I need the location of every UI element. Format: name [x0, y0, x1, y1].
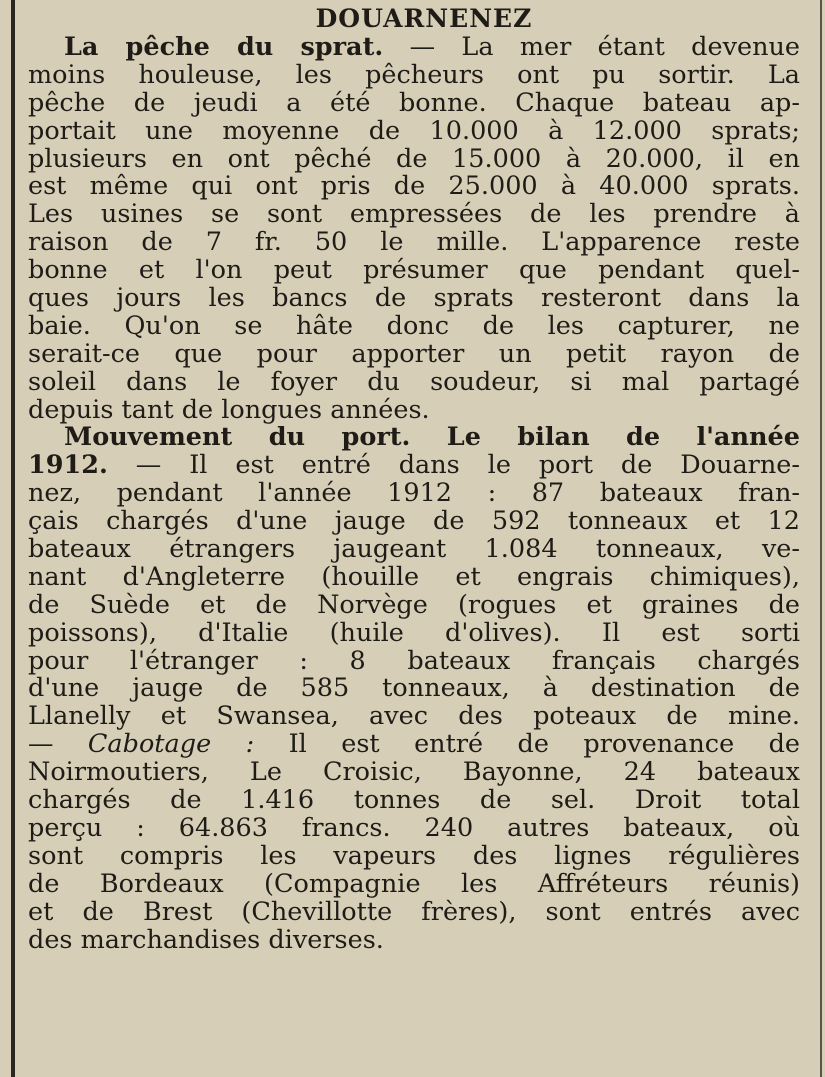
paragraph-line: moins houleuse, les pêcheurs ont pu sortir. La [28, 59, 800, 90]
section-label: Cabotage : [87, 729, 255, 760]
paragraph-line: ques jours les bancs de sprats resteront dans la [28, 283, 800, 314]
paragraph-line: de Bordeaux (Compagnie les Affréteurs réunis) [28, 868, 800, 899]
paragraph-line: La pêche du sprat. — La mer étant devenue [64, 32, 800, 62]
paragraph-line: et de Brest (Chevillotte frères), sont entrés avec [28, 896, 800, 927]
paragraph-line: depuis tant de longues années. [28, 394, 430, 425]
section-title: La pêche du sprat. [64, 32, 384, 62]
paragraph-line: d'une jauge de 585 tonneaux, à destination de [28, 673, 800, 704]
paragraph-line: baie. Qu'on se hâte donc de les capturer, ne [28, 310, 800, 341]
paragraph-line: poissons), d'Italie (huile d'olives). Il est sorti [28, 617, 800, 648]
paragraph-line: sont compris les vapeurs des lignes régulières [28, 840, 800, 871]
paragraph-line: pour l'étranger : 8 bateaux français chargés [28, 645, 800, 676]
paragraph-line: raison de 7 fr. 50 le mille. L'apparence reste [28, 227, 800, 258]
paragraph-line: portait une moyenne de 10.000 à 12.000 sprats; [28, 115, 800, 146]
paragraph-line: bateaux étrangers jaugeant 1.084 tonneaux, ve- [28, 534, 800, 565]
section-title: Mouvement du port. Le bilan de l'année [64, 422, 800, 453]
paragraph-line: des marchandises diverses. [28, 924, 384, 955]
paragraph-line: — Cabotage : Il est entré de provenance de [28, 729, 800, 760]
paragraph-line: çais chargés d'une jauge de 592 tonneaux et 12 [28, 506, 800, 537]
article-heading: DOUARNENEZ [315, 4, 533, 33]
paragraph-line: Noirmoutiers, Le Croisic, Bayonne, 24 bateaux [28, 757, 800, 788]
paragraph-line: nez, pendant l'année 1912 : 87 bateaux fran- [28, 478, 800, 509]
paragraph-line: de Suède et de Norvège (rogues et graines de [28, 589, 800, 620]
paragraph-line: serait-ce que pour apporter un petit rayon de [28, 338, 800, 369]
paragraph-line: Llanelly et Swansea, avec des poteaux de mine. [28, 701, 800, 732]
paragraph-line: perçu : 64.863 francs. 240 autres bateaux, où [28, 812, 800, 843]
paragraph-line: est même qui ont pris de 25.000 à 40.000 sprats. [28, 171, 800, 202]
article-column [28, 4, 800, 954]
paragraph-line: 1912. — Il est entré dans le port de Douarne- [28, 450, 800, 481]
paragraph-line: soleil dans le foyer du soudeur, si mal partagé [28, 366, 800, 397]
column-rule-left [11, 0, 15, 1077]
section-title-year: 1912. [28, 450, 108, 481]
paragraph-line [28, 424, 800, 452]
column-rule-right [820, 0, 822, 1077]
paragraph-line: chargés de 1.416 tonnes de sel. Droit total [28, 785, 800, 816]
paragraph-line: plusieurs en ont pêché de 15.000 à 20.000, il en [28, 143, 800, 174]
paragraph-line: Les usines se sont empressées de les prendre à [28, 199, 800, 230]
paragraph-line: pêche de jeudi a été bonne. Chaque bateau ap- [28, 87, 800, 118]
paragraph-line: nant d'Angleterre (houille et engrais chimiques), [28, 561, 800, 592]
paragraph-line: bonne et l'on peut présumer que pendant quel- [28, 255, 800, 286]
